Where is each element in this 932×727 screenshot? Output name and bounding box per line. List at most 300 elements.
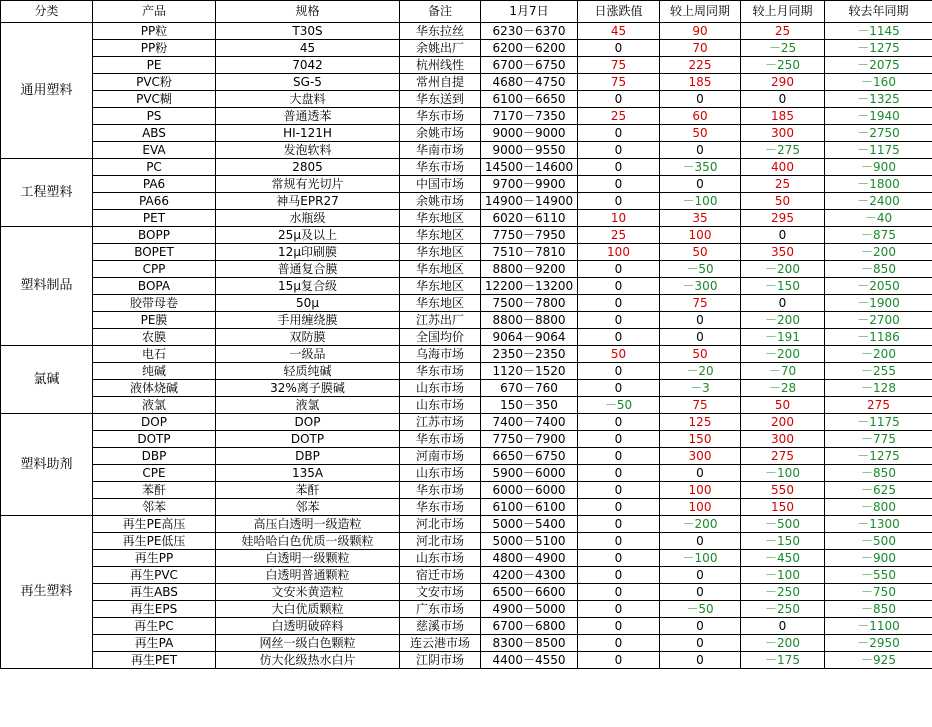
- vs-last-month-cell: 25: [741, 176, 825, 193]
- vs-last-year-cell: －2700: [825, 312, 932, 329]
- product-cell: 农膜: [93, 329, 216, 346]
- price-cell: 6100－6650: [481, 91, 578, 108]
- price-cell: 6700－6800: [481, 618, 578, 635]
- daily-change-cell: 0: [578, 261, 660, 278]
- remark-cell: 河北市场: [400, 533, 481, 550]
- vs-last-month-cell: 290: [741, 74, 825, 91]
- vs-last-month-cell: －250: [741, 57, 825, 74]
- daily-change-cell: 0: [578, 533, 660, 550]
- remark-cell: 华东地区: [400, 227, 481, 244]
- vs-last-week-cell: －100: [660, 193, 741, 210]
- price-cell: 150－350: [481, 397, 578, 414]
- remark-cell: 华东地区: [400, 210, 481, 227]
- remark-cell: 江苏出厂: [400, 312, 481, 329]
- vs-last-week-cell: 0: [660, 652, 741, 669]
- daily-change-cell: 45: [578, 23, 660, 40]
- daily-change-cell: 75: [578, 74, 660, 91]
- table-row: [1, 363, 932, 380]
- vs-last-month-cell: 300: [741, 125, 825, 142]
- price-cell: 7750－7900: [481, 431, 578, 448]
- spec-cell: 15μ复合级: [216, 278, 400, 295]
- price-cell: 670－760: [481, 380, 578, 397]
- header-spec: 规格: [216, 1, 400, 23]
- spec-cell: DBP: [216, 448, 400, 465]
- price-cell: 14900－14900: [481, 193, 578, 210]
- vs-last-month-cell: －450: [741, 550, 825, 567]
- spec-cell: 32%离子膜碱: [216, 380, 400, 397]
- spec-cell: 手用缠绕膜: [216, 312, 400, 329]
- daily-change-cell: 0: [578, 278, 660, 295]
- remark-cell: 华东市场: [400, 482, 481, 499]
- price-cell: 6100－6100: [481, 499, 578, 516]
- daily-change-cell: 0: [578, 363, 660, 380]
- spec-cell: 仿大化级热水白片: [216, 652, 400, 669]
- product-cell: PS: [93, 108, 216, 125]
- remark-cell: 华东拉丝: [400, 23, 481, 40]
- table-row: [1, 193, 932, 210]
- vs-last-year-cell: －1325: [825, 91, 932, 108]
- table-row: [1, 533, 932, 550]
- vs-last-year-cell: －750: [825, 584, 932, 601]
- table-row: [1, 380, 932, 397]
- product-cell: 胶带母卷: [93, 295, 216, 312]
- product-cell: 再生PA: [93, 635, 216, 652]
- price-cell: 12200－13200: [481, 278, 578, 295]
- product-cell: 纯碱: [93, 363, 216, 380]
- daily-change-cell: 0: [578, 142, 660, 159]
- spec-cell: 文安米黄造粒: [216, 584, 400, 601]
- daily-change-cell: 0: [578, 312, 660, 329]
- price-cell: 8300－8500: [481, 635, 578, 652]
- table-row: [1, 448, 932, 465]
- vs-last-month-cell: －200: [741, 261, 825, 278]
- table-row: [1, 278, 932, 295]
- price-cell: 9000－9000: [481, 125, 578, 142]
- remark-cell: 华东市场: [400, 159, 481, 176]
- spec-cell: 2805: [216, 159, 400, 176]
- category-cell: 通用塑料: [1, 23, 93, 159]
- remark-cell: 慈溪市场: [400, 618, 481, 635]
- price-cell: 9700－9900: [481, 176, 578, 193]
- spec-cell: 液氯: [216, 397, 400, 414]
- vs-last-month-cell: －191: [741, 329, 825, 346]
- vs-last-month-cell: 200: [741, 414, 825, 431]
- vs-last-week-cell: 0: [660, 329, 741, 346]
- price-cell: 8800－8800: [481, 312, 578, 329]
- table-row: [1, 567, 932, 584]
- vs-last-week-cell: 70: [660, 40, 741, 57]
- table-row: [1, 108, 932, 125]
- vs-last-month-cell: －200: [741, 312, 825, 329]
- product-cell: PET: [93, 210, 216, 227]
- spec-cell: 水瓶级: [216, 210, 400, 227]
- spec-cell: 大白优质颗粒: [216, 601, 400, 618]
- table-row: [1, 176, 932, 193]
- header-vs-last-week: 较上周同期: [660, 1, 741, 23]
- vs-last-week-cell: 0: [660, 584, 741, 601]
- daily-change-cell: 0: [578, 652, 660, 669]
- remark-cell: 山东市场: [400, 397, 481, 414]
- spec-cell: 常规有光切片: [216, 176, 400, 193]
- price-cell: 7170－7350: [481, 108, 578, 125]
- spec-cell: 50μ: [216, 295, 400, 312]
- vs-last-year-cell: －160: [825, 74, 932, 91]
- table-row: [1, 635, 932, 652]
- remark-cell: 华东市场: [400, 363, 481, 380]
- product-cell: PVC糊: [93, 91, 216, 108]
- daily-change-cell: 0: [578, 601, 660, 618]
- category-cell: 塑料制品: [1, 227, 93, 346]
- product-cell: 邻苯: [93, 499, 216, 516]
- daily-change-cell: 0: [578, 465, 660, 482]
- vs-last-week-cell: 100: [660, 499, 741, 516]
- spec-cell: 7042: [216, 57, 400, 74]
- product-cell: 液氯: [93, 397, 216, 414]
- remark-cell: 华东地区: [400, 244, 481, 261]
- spec-cell: 苯酐: [216, 482, 400, 499]
- daily-change-cell: 0: [578, 40, 660, 57]
- price-cell: 4400－4550: [481, 652, 578, 669]
- table-row: [1, 346, 932, 363]
- price-cell: 5000－5400: [481, 516, 578, 533]
- vs-last-month-cell: 0: [741, 91, 825, 108]
- vs-last-week-cell: 50: [660, 244, 741, 261]
- vs-last-week-cell: 50: [660, 125, 741, 142]
- vs-last-week-cell: －50: [660, 601, 741, 618]
- price-cell: 6500－6600: [481, 584, 578, 601]
- vs-last-month-cell: －100: [741, 567, 825, 584]
- spec-cell: 高压白透明一级造粒: [216, 516, 400, 533]
- product-cell: 苯酐: [93, 482, 216, 499]
- table-row: [1, 142, 932, 159]
- remark-cell: 山东市场: [400, 550, 481, 567]
- vs-last-year-cell: －200: [825, 346, 932, 363]
- table-row: [1, 74, 932, 91]
- vs-last-week-cell: 0: [660, 142, 741, 159]
- remark-cell: 常州自提: [400, 74, 481, 91]
- vs-last-week-cell: 50: [660, 346, 741, 363]
- price-cell: 6200－6200: [481, 40, 578, 57]
- vs-last-month-cell: －200: [741, 635, 825, 652]
- remark-cell: 乌海市场: [400, 346, 481, 363]
- vs-last-week-cell: 0: [660, 635, 741, 652]
- daily-change-cell: 10: [578, 210, 660, 227]
- vs-last-year-cell: －1175: [825, 414, 932, 431]
- remark-cell: 华东地区: [400, 261, 481, 278]
- header-date-price: 1月7日: [481, 1, 578, 23]
- price-cell: 6230－6370: [481, 23, 578, 40]
- spec-cell: 白透明一级颗粒: [216, 550, 400, 567]
- table-row: [1, 465, 932, 482]
- price-cell: 6650－6750: [481, 448, 578, 465]
- spec-cell: T30S: [216, 23, 400, 40]
- vs-last-year-cell: －1300: [825, 516, 932, 533]
- remark-cell: 全国均价: [400, 329, 481, 346]
- spec-cell: 普通透苯: [216, 108, 400, 125]
- price-cell: 14500－14600: [481, 159, 578, 176]
- product-cell: 再生PE低压: [93, 533, 216, 550]
- vs-last-week-cell: 185: [660, 74, 741, 91]
- vs-last-month-cell: 0: [741, 618, 825, 635]
- table-row: [1, 652, 932, 669]
- table-row: [1, 601, 932, 618]
- vs-last-month-cell: －25: [741, 40, 825, 57]
- category-cell: 工程塑料: [1, 159, 93, 227]
- remark-cell: 河南市场: [400, 448, 481, 465]
- remark-cell: 山东市场: [400, 380, 481, 397]
- daily-change-cell: 0: [578, 176, 660, 193]
- product-cell: CPE: [93, 465, 216, 482]
- daily-change-cell: 0: [578, 635, 660, 652]
- spec-cell: 白透明普通颗粒: [216, 567, 400, 584]
- table-row: [1, 584, 932, 601]
- daily-change-cell: 50: [578, 346, 660, 363]
- table-row: [1, 295, 932, 312]
- daily-change-cell: 0: [578, 550, 660, 567]
- vs-last-month-cell: 50: [741, 193, 825, 210]
- spec-cell: 一级品: [216, 346, 400, 363]
- table-row: [1, 397, 932, 414]
- price-cell: 9064－9064: [481, 329, 578, 346]
- vs-last-week-cell: 0: [660, 567, 741, 584]
- remark-cell: 华东地区: [400, 295, 481, 312]
- table-row: [1, 618, 932, 635]
- vs-last-year-cell: －900: [825, 550, 932, 567]
- vs-last-week-cell: 100: [660, 227, 741, 244]
- spec-cell: DOTP: [216, 431, 400, 448]
- remark-cell: 华东市场: [400, 108, 481, 125]
- remark-cell: 余姚出厂: [400, 40, 481, 57]
- spec-cell: HI-121H: [216, 125, 400, 142]
- vs-last-month-cell: 185: [741, 108, 825, 125]
- vs-last-week-cell: －350: [660, 159, 741, 176]
- remark-cell: 江苏市场: [400, 414, 481, 431]
- vs-last-month-cell: 300: [741, 431, 825, 448]
- price-cell: 7400－7400: [481, 414, 578, 431]
- daily-change-cell: 0: [578, 159, 660, 176]
- vs-last-week-cell: 0: [660, 533, 741, 550]
- product-cell: PE膜: [93, 312, 216, 329]
- vs-last-year-cell: －40: [825, 210, 932, 227]
- daily-change-cell: 25: [578, 227, 660, 244]
- price-cell: 4200－4300: [481, 567, 578, 584]
- vs-last-year-cell: －500: [825, 533, 932, 550]
- vs-last-year-cell: －1145: [825, 23, 932, 40]
- vs-last-month-cell: 25: [741, 23, 825, 40]
- daily-change-cell: 0: [578, 329, 660, 346]
- vs-last-year-cell: －1900: [825, 295, 932, 312]
- product-cell: 电石: [93, 346, 216, 363]
- vs-last-month-cell: 0: [741, 227, 825, 244]
- vs-last-week-cell: 0: [660, 91, 741, 108]
- product-cell: PVC粉: [93, 74, 216, 91]
- table-row: [1, 244, 932, 261]
- spec-cell: 邻苯: [216, 499, 400, 516]
- price-cell: 5000－5100: [481, 533, 578, 550]
- vs-last-year-cell: －850: [825, 465, 932, 482]
- vs-last-month-cell: 150: [741, 499, 825, 516]
- price-cell: 4680－4750: [481, 74, 578, 91]
- daily-change-cell: 0: [578, 499, 660, 516]
- product-cell: PE: [93, 57, 216, 74]
- product-cell: BOPA: [93, 278, 216, 295]
- vs-last-week-cell: 0: [660, 176, 741, 193]
- price-cell: 7500－7800: [481, 295, 578, 312]
- vs-last-year-cell: －1175: [825, 142, 932, 159]
- table-row: [1, 210, 932, 227]
- price-cell: 5900－6000: [481, 465, 578, 482]
- vs-last-year-cell: －1275: [825, 448, 932, 465]
- vs-last-year-cell: －875: [825, 227, 932, 244]
- vs-last-month-cell: 50: [741, 397, 825, 414]
- vs-last-month-cell: －28: [741, 380, 825, 397]
- header-product: 产品: [93, 1, 216, 23]
- remark-cell: 广东市场: [400, 601, 481, 618]
- price-cell: 4900－5000: [481, 601, 578, 618]
- product-cell: CPP: [93, 261, 216, 278]
- spec-cell: 发泡软料: [216, 142, 400, 159]
- remark-cell: 连云港市场: [400, 635, 481, 652]
- header-daily-change: 日涨跌值: [578, 1, 660, 23]
- vs-last-month-cell: －150: [741, 278, 825, 295]
- product-cell: 再生EPS: [93, 601, 216, 618]
- daily-change-cell: 0: [578, 125, 660, 142]
- vs-last-month-cell: －70: [741, 363, 825, 380]
- spec-cell: SG-5: [216, 74, 400, 91]
- vs-last-week-cell: 0: [660, 618, 741, 635]
- spec-cell: 白透明破碎料: [216, 618, 400, 635]
- daily-change-cell: 0: [578, 193, 660, 210]
- vs-last-month-cell: 550: [741, 482, 825, 499]
- spec-cell: 轻质纯碱: [216, 363, 400, 380]
- product-cell: 再生PC: [93, 618, 216, 635]
- vs-last-month-cell: －200: [741, 346, 825, 363]
- daily-change-cell: 25: [578, 108, 660, 125]
- header-vs-last-month: 较上月同期: [741, 1, 825, 23]
- vs-last-year-cell: －2750: [825, 125, 932, 142]
- vs-last-week-cell: 300: [660, 448, 741, 465]
- product-cell: 再生PP: [93, 550, 216, 567]
- vs-last-year-cell: －1940: [825, 108, 932, 125]
- remark-cell: 江阴市场: [400, 652, 481, 669]
- daily-change-cell: 0: [578, 618, 660, 635]
- vs-last-year-cell: －1800: [825, 176, 932, 193]
- vs-last-month-cell: 350: [741, 244, 825, 261]
- vs-last-year-cell: －2950: [825, 635, 932, 652]
- product-cell: PC: [93, 159, 216, 176]
- daily-change-cell: 75: [578, 57, 660, 74]
- table-row: [1, 329, 932, 346]
- vs-last-week-cell: 60: [660, 108, 741, 125]
- table-row: [1, 499, 932, 516]
- remark-cell: 文安市场: [400, 584, 481, 601]
- product-cell: PA6: [93, 176, 216, 193]
- vs-last-week-cell: －100: [660, 550, 741, 567]
- vs-last-month-cell: －150: [741, 533, 825, 550]
- vs-last-week-cell: －200: [660, 516, 741, 533]
- product-cell: 再生PVC: [93, 567, 216, 584]
- header-vs-last-year: 较去年同期: [825, 1, 932, 23]
- price-cell: 9000－9550: [481, 142, 578, 159]
- vs-last-year-cell: －1275: [825, 40, 932, 57]
- daily-change-cell: 0: [578, 414, 660, 431]
- vs-last-year-cell: －850: [825, 601, 932, 618]
- remark-cell: 宿迁市场: [400, 567, 481, 584]
- table-row: [1, 91, 932, 108]
- vs-last-month-cell: －275: [741, 142, 825, 159]
- vs-last-month-cell: 0: [741, 295, 825, 312]
- vs-last-year-cell: －900: [825, 159, 932, 176]
- spec-cell: 娃哈哈白色优质一级颗粒: [216, 533, 400, 550]
- price-cell: 7750－7950: [481, 227, 578, 244]
- spec-cell: 12μ印刷膜: [216, 244, 400, 261]
- vs-last-year-cell: －2400: [825, 193, 932, 210]
- vs-last-week-cell: 75: [660, 295, 741, 312]
- header-category: 分类: [1, 1, 93, 23]
- vs-last-month-cell: －175: [741, 652, 825, 669]
- price-cell: 8800－9200: [481, 261, 578, 278]
- category-cell: 氯碱: [1, 346, 93, 414]
- product-cell: ABS: [93, 125, 216, 142]
- vs-last-year-cell: －800: [825, 499, 932, 516]
- spec-cell: 大盘料: [216, 91, 400, 108]
- price-cell: 2350－2350: [481, 346, 578, 363]
- vs-last-month-cell: －250: [741, 584, 825, 601]
- product-cell: 再生ABS: [93, 584, 216, 601]
- vs-last-year-cell: －128: [825, 380, 932, 397]
- price-cell: 4800－4900: [481, 550, 578, 567]
- remark-cell: 华南市场: [400, 142, 481, 159]
- table-row: [1, 516, 932, 533]
- spec-cell: DOP: [216, 414, 400, 431]
- table-row: [1, 414, 932, 431]
- daily-change-cell: 0: [578, 91, 660, 108]
- remark-cell: 杭州线性: [400, 57, 481, 74]
- vs-last-year-cell: －200: [825, 244, 932, 261]
- remark-cell: 山东市场: [400, 465, 481, 482]
- vs-last-week-cell: －300: [660, 278, 741, 295]
- table-row: [1, 261, 932, 278]
- price-cell: 6700－6750: [481, 57, 578, 74]
- product-cell: 再生PE高压: [93, 516, 216, 533]
- product-cell: PP粉: [93, 40, 216, 57]
- remark-cell: 华东地区: [400, 278, 481, 295]
- vs-last-week-cell: 100: [660, 482, 741, 499]
- vs-last-month-cell: 295: [741, 210, 825, 227]
- vs-last-week-cell: －50: [660, 261, 741, 278]
- daily-change-cell: 0: [578, 448, 660, 465]
- daily-change-cell: 0: [578, 380, 660, 397]
- product-cell: DOTP: [93, 431, 216, 448]
- daily-change-cell: 0: [578, 295, 660, 312]
- product-cell: PP粒: [93, 23, 216, 40]
- table-row: [1, 227, 932, 244]
- category-cell: 再生塑料: [1, 516, 93, 669]
- product-cell: 再生PET: [93, 652, 216, 669]
- spec-cell: 135A: [216, 465, 400, 482]
- price-cell: 6000－6000: [481, 482, 578, 499]
- daily-change-cell: 0: [578, 431, 660, 448]
- price-cell: 1120－1520: [481, 363, 578, 380]
- table-row: [1, 312, 932, 329]
- vs-last-year-cell: 275: [825, 397, 932, 414]
- remark-cell: 华东市场: [400, 499, 481, 516]
- product-cell: BOPP: [93, 227, 216, 244]
- product-cell: BOPET: [93, 244, 216, 261]
- table-row: [1, 23, 932, 40]
- vs-last-week-cell: 225: [660, 57, 741, 74]
- vs-last-year-cell: －850: [825, 261, 932, 278]
